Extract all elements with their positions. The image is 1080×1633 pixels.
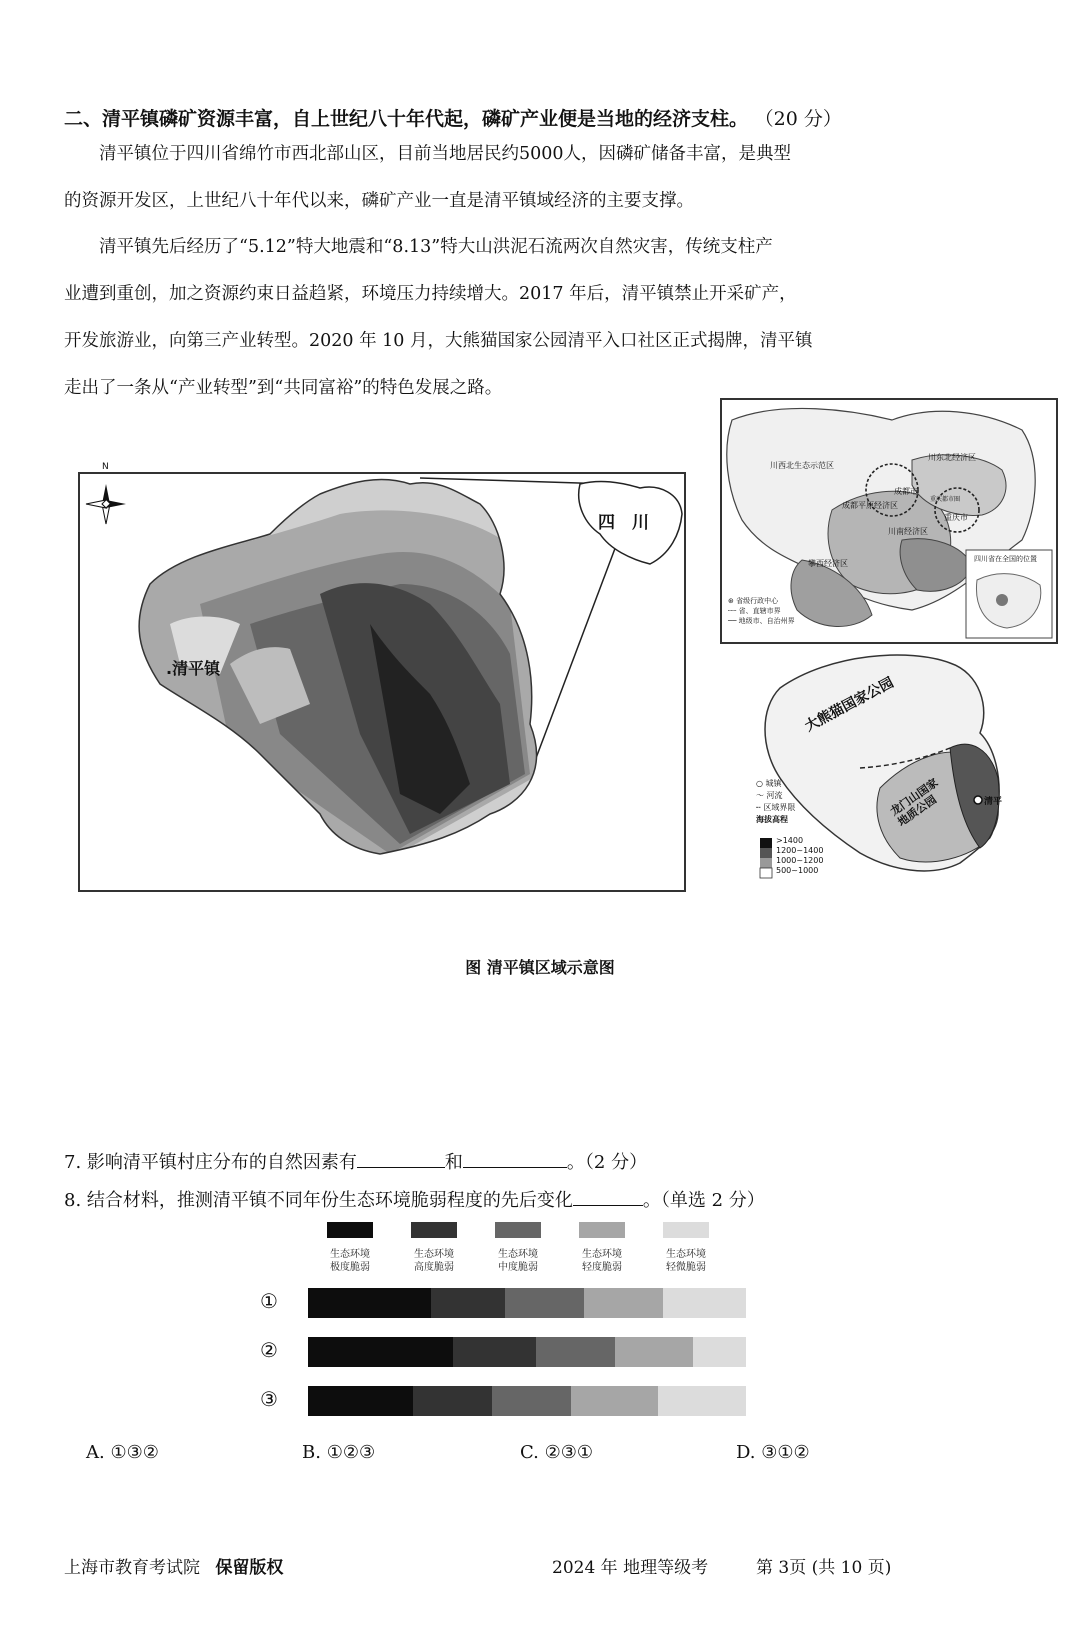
town-name: 清平镇 bbox=[172, 659, 221, 678]
town-circle-icon: ○ bbox=[756, 779, 766, 788]
legend-item: ⊛ 省级行政中心 bbox=[728, 597, 779, 605]
sichuan-inset-map bbox=[720, 398, 1058, 644]
paragraph-2-line-4: 走出了一条从“产业转型”到“共同富裕”的特色发展之路。 bbox=[64, 378, 503, 398]
bar-segment bbox=[308, 1386, 413, 1416]
elevation-legend bbox=[776, 836, 823, 876]
footer-page: 第 3页 (共 10 页) bbox=[756, 1558, 892, 1578]
q7-mid: 和 bbox=[444, 1152, 463, 1173]
relief-shading bbox=[80, 474, 684, 890]
q7-suffix: 。（2 分） bbox=[566, 1152, 648, 1173]
legend-swatch bbox=[495, 1222, 541, 1238]
park-town-label: 清平 bbox=[984, 797, 1003, 807]
main-relief-map bbox=[78, 462, 686, 892]
bar-segment bbox=[413, 1386, 492, 1416]
figure-caption: 图 清平镇区域示意图 bbox=[465, 958, 615, 977]
paragraph-1-line-1: 清平镇位于四川省绵竹市西北部山区，目前当地居民约5000人，因磷矿储备丰富，是典型 bbox=[99, 144, 792, 164]
legend-swatch bbox=[663, 1222, 709, 1238]
paragraph-2 bbox=[64, 224, 894, 412]
legend-item: 〜 河流 bbox=[756, 791, 783, 800]
bar-segment bbox=[308, 1337, 453, 1367]
q7-answer-blank-1[interactable] bbox=[357, 1149, 445, 1168]
elevation-item: 1000~1200 bbox=[776, 856, 824, 865]
legend-item: ╌ 区域界限 bbox=[756, 803, 796, 812]
legend-line1: 生态环境 bbox=[498, 1249, 538, 1260]
bar-row-label: ③ bbox=[260, 1387, 278, 1411]
option-letter: A. bbox=[86, 1442, 105, 1463]
bar-segment bbox=[584, 1288, 663, 1318]
bar-row-3 bbox=[308, 1386, 746, 1416]
fragility-legend bbox=[0, 1222, 1080, 1282]
legend-swatch bbox=[327, 1222, 373, 1238]
footer-institute: 上海市教育考试院 bbox=[64, 1558, 200, 1578]
region-label: 川东北经济区 bbox=[928, 453, 976, 462]
legend-item: ○ 城镇 bbox=[756, 779, 782, 788]
q8-suffix: 。（单选 2 分） bbox=[642, 1190, 765, 1211]
legend-item: ── 地级市、自治州界 bbox=[728, 617, 795, 625]
paragraph-2-line-1: 清平镇先后经历了“5.12”特大地震和“8.13”特大山洪泥石流两次自然灾害，传统支柱产 bbox=[99, 237, 773, 257]
connector-line bbox=[530, 514, 628, 774]
region-label: 成都平原经济区 bbox=[842, 501, 898, 510]
bar-segment bbox=[536, 1337, 615, 1367]
q7-prefix: 7. 影响清平镇村庄分布的自然因素有 bbox=[64, 1152, 357, 1173]
legend-line2: 高度脆弱 bbox=[414, 1262, 454, 1273]
q8-answer-blank[interactable] bbox=[573, 1187, 643, 1206]
section-title-text: 二、清平镇磷矿资源丰富，自上世纪八十年代起，磷矿产业便是当地的经济支柱。 bbox=[64, 108, 749, 130]
bar-segment bbox=[658, 1386, 746, 1416]
bar-segment bbox=[308, 1288, 431, 1318]
bar-segment bbox=[663, 1288, 746, 1318]
footer-left bbox=[64, 1553, 283, 1578]
park-label: 大熊猫国家公园 bbox=[802, 674, 897, 735]
legend-line1: 生态环境 bbox=[330, 1249, 370, 1260]
footer-exam: 2024 年 地理等级考 bbox=[552, 1558, 709, 1578]
footer-rights: 保留版权 bbox=[215, 1558, 284, 1578]
bar-segment bbox=[453, 1337, 536, 1367]
paragraph-1-line-2: 的资源开发区，上世纪八十年代以来，磷矿产业一直是清平镇域经济的主要支撑。 bbox=[64, 191, 694, 211]
legend-item: ┄┄ 省、直辖市界 bbox=[728, 607, 781, 615]
elevation-item: 500~1000 bbox=[776, 866, 819, 875]
chongqing-box-label: 重庆都市圈 bbox=[930, 496, 961, 503]
region-label: 川西北生态示范区 bbox=[770, 461, 834, 470]
bar-segment bbox=[492, 1386, 571, 1416]
sichuan-legend bbox=[728, 596, 795, 626]
bar-segment bbox=[431, 1288, 505, 1318]
bar-segment bbox=[505, 1288, 584, 1318]
town-label bbox=[166, 656, 220, 679]
region-label: 成都市 bbox=[894, 487, 918, 496]
option-letter: D. bbox=[736, 1442, 756, 1463]
north-arrow-icon bbox=[86, 484, 126, 524]
region-label: 川南经济区 bbox=[888, 527, 928, 536]
option-letter: B. bbox=[302, 1442, 321, 1463]
option-d[interactable] bbox=[736, 1442, 810, 1463]
bar-row-1 bbox=[308, 1288, 746, 1318]
bar-segment bbox=[693, 1337, 746, 1367]
north-label: N bbox=[102, 462, 109, 472]
option-text: ①③② bbox=[110, 1442, 159, 1463]
bar-row-label: ② bbox=[260, 1338, 278, 1362]
boundary-icon: ╌ bbox=[756, 803, 764, 812]
bar-row-2 bbox=[308, 1337, 746, 1367]
bar-row-label: ① bbox=[260, 1289, 278, 1313]
river-icon: 〜 bbox=[756, 791, 767, 800]
dashed-line-icon: ┄┄ bbox=[728, 607, 739, 615]
legend-line2: 中度脆弱 bbox=[498, 1262, 538, 1273]
option-letter: C. bbox=[520, 1442, 539, 1463]
q7-answer-blank-2[interactable] bbox=[463, 1149, 567, 1168]
park-inset-map bbox=[740, 648, 1040, 908]
section-title bbox=[64, 104, 842, 131]
province-label: 四 川 bbox=[598, 513, 649, 533]
park-legend bbox=[756, 778, 795, 826]
region-label: 重庆市 bbox=[944, 513, 968, 522]
elevation-title: 海拔高程 bbox=[756, 815, 788, 824]
option-a[interactable] bbox=[86, 1442, 159, 1463]
section-score: （20 分） bbox=[754, 108, 842, 130]
legend-line1: 生态环境 bbox=[666, 1249, 706, 1260]
legend-swatch bbox=[411, 1222, 457, 1238]
geo-park-label: 龙门山国家地质公园 bbox=[887, 776, 941, 829]
option-b[interactable] bbox=[302, 1442, 375, 1463]
legend-line2: 轻度脆弱 bbox=[582, 1262, 622, 1273]
legend-line2: 极度脆弱 bbox=[330, 1262, 370, 1273]
question-8 bbox=[64, 1186, 765, 1212]
bar-segment bbox=[615, 1337, 694, 1367]
elevation-item: 1200~1400 bbox=[776, 846, 824, 855]
option-text: ②③① bbox=[544, 1442, 594, 1463]
legend-line1: 生态环境 bbox=[582, 1249, 622, 1260]
region-label: 攀西经济区 bbox=[808, 559, 848, 568]
bar-segment bbox=[571, 1386, 659, 1416]
elevation-item: >1400 bbox=[776, 836, 804, 845]
option-c[interactable] bbox=[520, 1442, 593, 1463]
paragraph-1 bbox=[64, 131, 894, 225]
q8-prefix: 8. 结合材料，推测清平镇不同年份生态环境脆弱程度的先后变化 bbox=[64, 1190, 573, 1211]
town-dot-icon: . bbox=[166, 659, 173, 678]
capital-icon: ⊛ bbox=[728, 597, 737, 605]
paragraph-2-line-2: 业遭到重创，加之资源约束日益趋紧，环境压力持续增大。2017 年后，清平镇禁止开采矿产， bbox=[64, 284, 797, 304]
relief-map-svg bbox=[80, 474, 684, 890]
legend-line2: 轻微脆弱 bbox=[666, 1262, 706, 1273]
option-text: ①②③ bbox=[326, 1442, 376, 1463]
legend-line1: 生态环境 bbox=[414, 1249, 454, 1260]
mini-map-title: 四川省在全国的位置 bbox=[974, 555, 1037, 563]
solid-line-icon: ── bbox=[728, 617, 739, 625]
legend-slight bbox=[636, 1222, 736, 1274]
option-text: ③①② bbox=[761, 1442, 810, 1463]
legend-swatch bbox=[579, 1222, 625, 1238]
paragraph-2-line-3: 开发旅游业，向第三产业转型。2020 年 10 月，大熊猫国家公园清平入口社区正式揭牌，清平镇 bbox=[64, 331, 813, 351]
question-7 bbox=[64, 1148, 647, 1174]
